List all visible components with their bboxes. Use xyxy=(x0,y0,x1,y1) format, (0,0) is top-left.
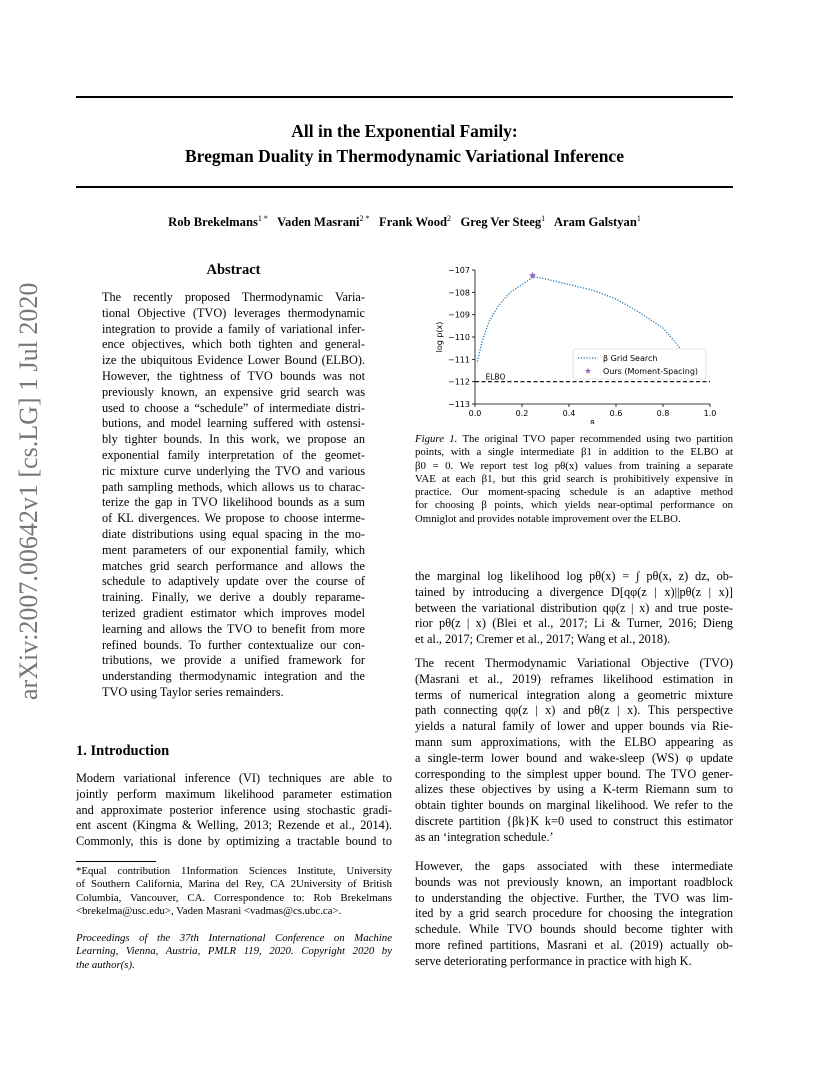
abstract-line: ize the ubiquitous Evidence Lower Bound (ELBO). xyxy=(102,353,365,368)
abstract-line: integration to provide a family of variational infer- xyxy=(102,321,365,336)
body-line: terms of numerical integration along a geometric mixture xyxy=(415,687,733,702)
caption-line xyxy=(415,446,733,459)
body-line: schedule. While TVO bounds should become tighter with xyxy=(415,922,733,937)
caption-line xyxy=(415,433,733,446)
footnote-line: the author(s). xyxy=(76,958,135,971)
abstract-line: diate distributions using equal spacing in the mo- xyxy=(102,526,365,541)
body-line: between the variational distribution qφ(z | x) and true poste- xyxy=(415,600,733,615)
affiliation-footnote xyxy=(76,865,392,919)
abstract-line: butions, and model learning suffered with ostensi- xyxy=(102,416,365,431)
y-tick-label: −110 xyxy=(448,333,470,342)
title-bottom-rule xyxy=(76,186,733,188)
right-paragraph-3 xyxy=(415,859,733,970)
author-name: Rob Brekelmans xyxy=(168,215,258,230)
intro-line: ent ascent (Kingma & Welling, 2013; Rezende et al., 2014). xyxy=(76,818,392,833)
chart-svg xyxy=(420,262,720,424)
body-line: corresponding to the simplest upper bound. The TVO gener- xyxy=(415,766,733,781)
body-line: obtain tighter bounds on marginal likelihood. We refer to the xyxy=(415,798,733,813)
intro-body xyxy=(76,771,392,850)
y-tick-label: −112 xyxy=(448,377,470,387)
abstract-line: terized gradient estimator which improves model xyxy=(102,605,365,620)
body-line: tained by introducing a divergence D[qφ(z | x)||pθ(z | x)] xyxy=(415,584,733,599)
body-line: as an ‘integration schedule.’ xyxy=(415,829,554,844)
body-line: mann sum approximations, with the ELBO appearing as xyxy=(415,734,733,749)
abstract-line: used to choose a “schedule” of intermediate distri- xyxy=(102,400,365,415)
intro-line: Modern variational inference (VI) techniques are able to xyxy=(76,771,392,785)
y-axis-label: log p(x) xyxy=(435,321,444,353)
abstract-line: refined bounds. To further contextualize our con- xyxy=(102,637,365,652)
right-paragraph-2 xyxy=(415,656,733,846)
x-tick-label: 0.6 xyxy=(609,409,623,418)
footnote-line: Learning, Vienna, Austria, PMLR 119, 2020. Copyright 2020 by xyxy=(76,945,392,958)
x-tick-label: 0.2 xyxy=(515,409,529,418)
author-name: Frank Wood xyxy=(379,215,448,230)
caption-line xyxy=(415,473,733,486)
paper-title-line-2: Bregman Duality in Thermodynamic Variational Inference xyxy=(185,146,624,166)
intro-line: jointly perform maximum likelihood parameter estimation xyxy=(76,786,392,801)
caption-text: for choosing β points, which yields near-optimal performance on xyxy=(415,499,733,512)
body-line: a single-term lower bound and wake-sleep (WS) φ update xyxy=(415,750,733,765)
author-name: Aram Galstyan xyxy=(553,215,637,230)
footnote-line: Columbia, Vancouver, CA. Correspondence to: Rob Brekelmans xyxy=(76,891,392,904)
caption-text: VAE at each β1, but this grid search is prohibitively expensive in xyxy=(415,472,733,485)
proceedings-footnote xyxy=(76,932,392,972)
abstract-line: tional Objective (TVO) leverages thermodynamic xyxy=(102,305,365,320)
abstract-line: terize the gap in TVO likelihood bounds as a sum xyxy=(102,495,365,510)
body-line: However, the gaps associated with these intermediate xyxy=(415,859,733,873)
body-line: rior pθ(z | x) (Blei et al., 2017; Li & Turner, 2016; Dieng xyxy=(415,616,733,631)
body-line: yields a natural family of lower and upper bounds via Rie- xyxy=(415,719,733,734)
abstract-line: ence objectives, which both tighten and general- xyxy=(102,337,365,352)
figure-1-chart xyxy=(420,262,720,424)
author-list xyxy=(76,214,733,230)
body-line: more refined partitions, Masrani et al. (2019) actually ob- xyxy=(415,937,733,952)
abstract-heading: Abstract xyxy=(206,262,261,278)
caption-text: The original TVO paper recommended using two partition xyxy=(462,433,733,445)
y-tick-label: −111 xyxy=(448,355,470,365)
abstract-line: tributions, we provide a unified framework for xyxy=(102,653,365,668)
footnote-line: <brekelma@usc.edu>, Vaden Masrani <vadmas@cs.ubc.ca>. xyxy=(76,905,342,918)
y-tick-label: −109 xyxy=(448,310,470,320)
author-affiliation: 1 * xyxy=(257,214,268,223)
caption-line xyxy=(415,486,733,499)
footnote-line: Proceedings of the 37th International Conference on Machine xyxy=(76,932,392,944)
body-line: The recent Thermodynamic Variational Objective (TVO) xyxy=(415,656,733,670)
abstract-line: path sampling methods, which allows us to charac- xyxy=(102,479,365,494)
body-line: discrete partition {βk}K k=0 used to construct this estimator xyxy=(415,813,733,828)
caption-line xyxy=(415,513,733,526)
abstract-line: bly tighter bounds. In this work, we propose an xyxy=(102,432,365,447)
abstract-body xyxy=(102,290,365,701)
abstract-line: The recently proposed Thermodynamic Varia- xyxy=(102,290,365,304)
intro-line: Commonly, this is done by optimizing a tractable bound to xyxy=(76,834,392,849)
body-line: the marginal log likelihood log pθ(x) = ∫ pθ(x, z) dz, ob- xyxy=(415,569,733,583)
author-affiliation: 1 xyxy=(541,214,546,223)
author-name: Vaden Masrani xyxy=(277,215,360,230)
legend-ours-label: Ours (Moment-Spacing) xyxy=(603,367,699,376)
x-tick-label: 0.4 xyxy=(562,409,576,418)
abstract-line: matches grid search performance and allows the xyxy=(102,558,365,573)
right-paragraph-1 xyxy=(415,569,733,648)
abstract-line: However, the tightness of TVO bounds was not xyxy=(102,368,365,383)
caption-label: Figure 1. xyxy=(415,433,458,445)
intro-heading: 1. Introduction xyxy=(76,743,170,759)
body-line: et al., 2017; Cremer et al., 2017; Wang et al., 2018). xyxy=(415,632,671,647)
abstract-line: schedule to adaptively update over the course of xyxy=(102,574,365,589)
abstract-line: previously known, an expensive grid search was xyxy=(102,384,365,399)
caption-line xyxy=(415,499,733,512)
abstract-line: understanding thermodynamic integration and the xyxy=(102,669,365,684)
y-tick-label: −113 xyxy=(448,400,470,409)
body-line: alizes these objectives by using a K-term Riemann sum to xyxy=(415,782,733,797)
intro-line: and approximate posterior inference using stochastic gradi- xyxy=(76,802,392,817)
body-line: to understanding the objective. Further, the TVO was lim- xyxy=(415,890,733,905)
footnote-rule xyxy=(76,861,156,862)
abstract-line: of KL divergences. We propose to choose interme- xyxy=(102,511,365,526)
paper-title-line-1: All in the Exponential Family: xyxy=(291,121,518,141)
body-line: (Masrani et al., 2019) reframes likelihood estimation in xyxy=(415,671,733,686)
abstract-line: ric mixture curve underlying the TVO and various xyxy=(102,463,365,478)
x-tick-label: 1.0 xyxy=(703,409,717,418)
caption-text: practice. Our moment-spacing schedule is an adaptive method xyxy=(415,486,733,499)
author-affiliation: 1 xyxy=(636,214,641,223)
x-tick-label: 0.0 xyxy=(468,409,482,418)
y-tick-label: −108 xyxy=(448,288,470,298)
arxiv-side-stamp: arXiv:2007.00642v1 [cs.LG] 1 Jul 2020 xyxy=(14,282,43,700)
body-line: path connecting qφ(z | x) and pθ(z | x). This perspective xyxy=(415,703,733,718)
y-tick-label: −107 xyxy=(448,266,470,275)
abstract-line: learning and allows the TVO to benefit from more xyxy=(102,621,365,636)
title-top-rule xyxy=(76,96,733,98)
caption-text: β0 = 0. We report test log pθ(x) values from training a separate xyxy=(415,459,733,472)
abstract-line: exponential family interpretation of the geomet- xyxy=(102,447,365,462)
body-line: ited by a grid search procedure for choosing the integration xyxy=(415,906,733,921)
author-name: Greg Ver Steeg xyxy=(460,215,542,230)
author-affiliation: 2 * xyxy=(359,214,370,223)
legend-grid-label: β Grid Search xyxy=(603,354,658,363)
elbo-label: ELBO xyxy=(485,372,506,382)
abstract-line: TVO using Taylor series remainders. xyxy=(102,684,284,699)
footnote-line: *Equal contribution 1Information Sciences Institute, University xyxy=(76,865,392,877)
author-affiliation: 2 xyxy=(447,214,452,223)
caption-text: Omniglot and provides notable improvement over the ELBO. xyxy=(415,512,681,525)
footnote-line: of Southern California, Marina del Rey, CA 2University of British xyxy=(76,878,392,891)
caption-text: points, with a single intermediate β1 in addition to the ELBO at xyxy=(415,446,733,459)
caption-line xyxy=(415,460,733,473)
abstract-line: ment parameters of our exponential family, which xyxy=(102,542,365,557)
x-axis-label: β xyxy=(589,419,596,424)
figure-1-caption xyxy=(415,433,733,526)
abstract-line: training. Finally, we derive a doubly reparame- xyxy=(102,590,365,605)
body-line: bounds was not previously known, an important roadblock xyxy=(415,874,733,889)
x-tick-label: 0.8 xyxy=(656,409,670,418)
body-line: serve deteriorating performance in practice with high K. xyxy=(415,953,692,968)
